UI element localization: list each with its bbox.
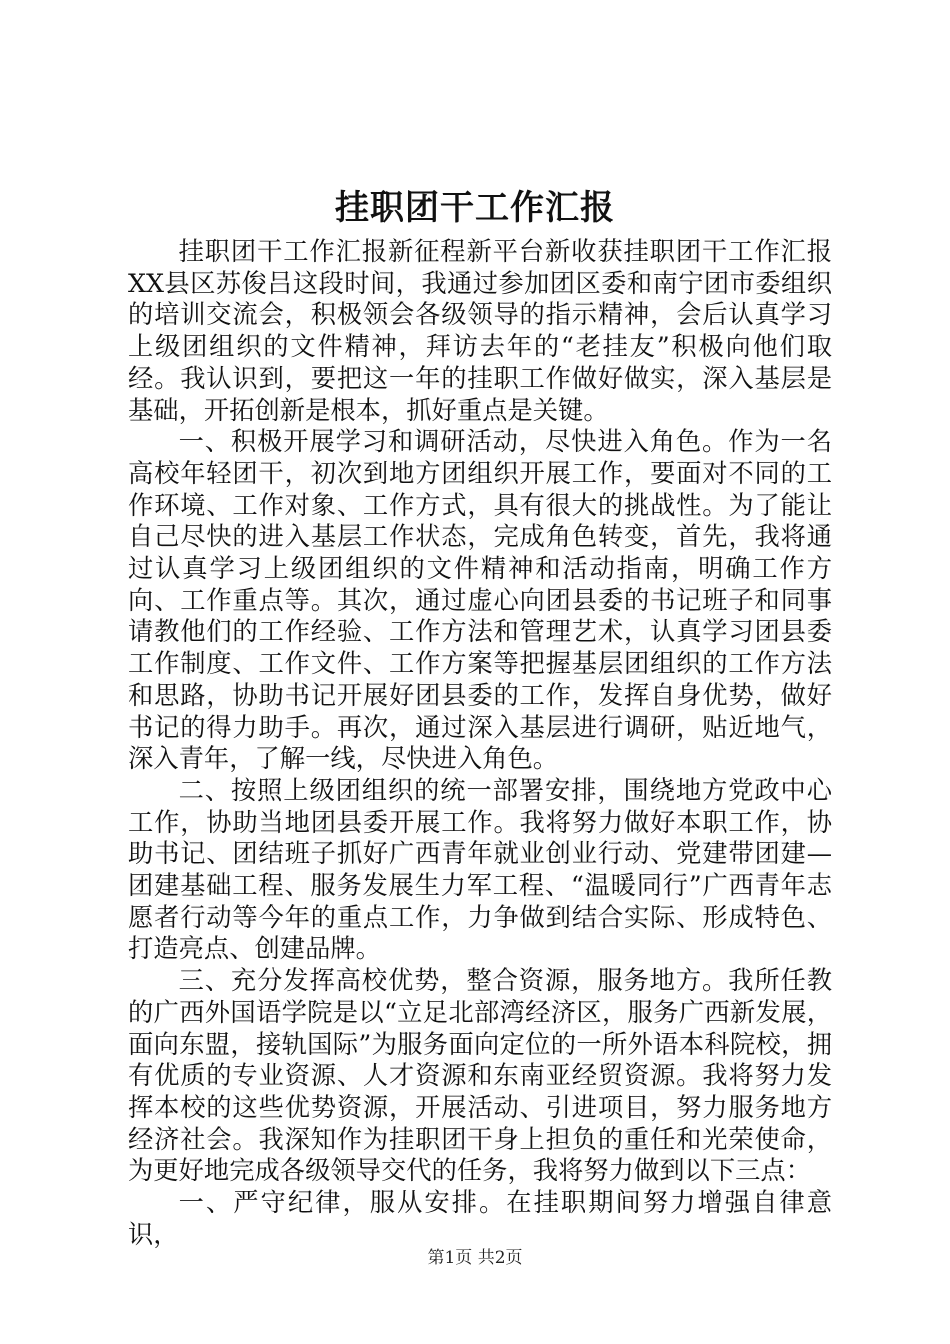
paragraph-section-3: 三、充分发挥高校优势，整合资源，服务地方。我所任教的广西外国语学院是以“立足北部湾经济区，服务广西新发展，面向东盟，接轨国际”为服务面向定位的一所外语本科院校，拥有优质的专业资源、人才资源和东南亚经贸资源。我将努力发挥本校的这些优势资源，开展活动、引进项目，努力服务地方经济社会。我深知作为挂职团干身上担负的重任和光荣使命，为更好地完成各级领导交代的任务，我将努力做到以下三点： (128, 966, 832, 1186)
paragraph-section-2: 二、按照上级团组织的统一部署安排，围绕地方党政中心工作，协助当地团县委开展工作。我将努力做好本职工作，协助书记、团结班子抓好广西青年就业创业行动、党建带团建—团建基础工程、服务发展生力军工程、“温暖同行”广西青年志愿者行动等今年的重点工作，力争做到结合实际、形成特色、打造亮点、创建品牌。 (128, 775, 832, 964)
document-body (128, 236, 832, 1251)
paragraph-intro: 挂职团干工作汇报新征程新平台新收获挂职团干工作汇报XX县区苏俊吕这段时间，我通过参加团区委和南宁团市委组织的培训交流会，积极领会各级领导的指示精神，会后认真学习上级团组织的文件精神，拜访去年的“老挂友”积极向他们取经。我认识到，要把这一年的挂职工作做好做实，深入基层是基础，开拓创新是根本，抓好重点是关键。 (128, 237, 832, 425)
paragraph-point-1: 一、严守纪律，服从安排。在挂职期间努力增强自律意识， (128, 1188, 832, 1249)
page-number-footer: 第1页 共2页 (427, 1248, 523, 1268)
paragraph-section-1: 一、积极开展学习和调研活动，尽快进入角色。作为一名高校年轻团干，初次到地方团组织开展工作，要面对不同的工作环境、工作对象、工作方式，具有很大的挑战性。为了能让自己尽快的进入基层工作状态，完成角色转变，首先，我将通过认真学习上级团组织的文件精神和活动指南，明确工作方向、工作重点等。其次，通过虚心向团县委的书记班子和同事请教他们的工作经验、工作方法和管理艺术，认真学习团县委工作制度、工作文件、工作方案等把握基层团组织的工作方法和思路，协助书记开展好团县委的工作，发挥自身优势，做好书记的得力助手。再次，通过深入基层进行调研，贴近地气，深入青年，了解一线，尽快进入角色。 (128, 427, 832, 774)
document-title: 挂职团干工作汇报 (335, 188, 615, 228)
